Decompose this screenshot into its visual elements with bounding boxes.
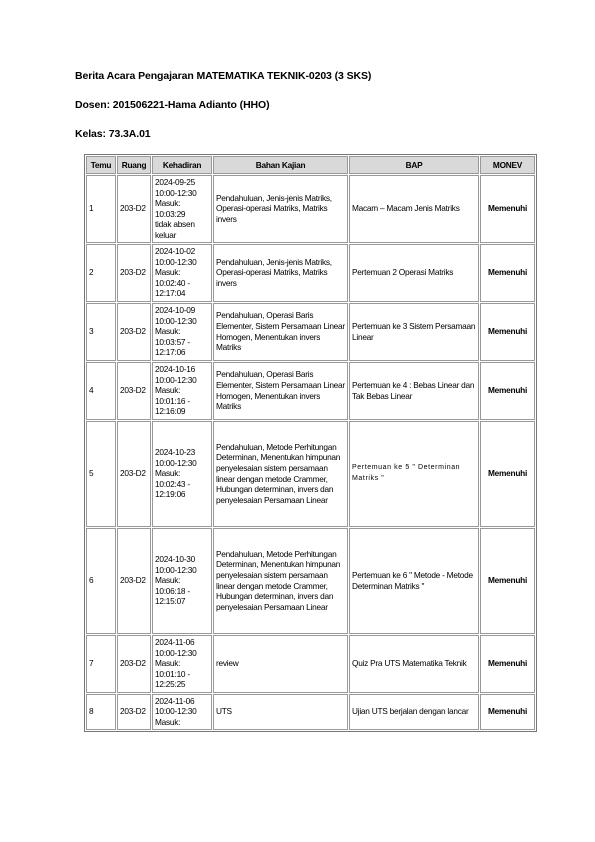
cell-ruang: 203-D2 (117, 635, 151, 693)
kehadiran-line: 2024-10-02 (155, 246, 195, 257)
cell-temu: 5 (86, 421, 116, 527)
kehadiran-line: 10:03:57 - (155, 336, 190, 347)
cell-bap: Quiz Pra UTS Matematika Teknik (349, 635, 479, 693)
kehadiran-line: 10:02:43 - (155, 478, 190, 489)
kehadiran-line: 10:00-12:30 (155, 187, 197, 198)
kehadiran-line: 10:03:29 (155, 208, 186, 219)
cell-bahan-kajian: review (213, 635, 348, 693)
cell-temu: 1 (86, 175, 116, 243)
kehadiran-line: Masuk: (155, 468, 181, 479)
kehadiran-line: 12:17:06 (155, 347, 186, 358)
table-row (86, 528, 535, 634)
cell-bahan-kajian: Pendahuluan, Operasi Baris Elementer, Sistem Persamaan Linear Homogen, Menentukan invers Matriks (213, 362, 348, 420)
col-header-bahan-kajian: Bahan Kajian (213, 156, 348, 174)
kehadiran-line: 10:01:10 - (155, 668, 190, 679)
kehadiran-line: Masuk: (155, 198, 181, 209)
cell-temu: 2 (86, 244, 116, 302)
table-row (86, 175, 535, 243)
kehadiran-line: Masuk: (155, 267, 181, 278)
kehadiran-line: 2024-11-06 (155, 637, 195, 648)
cell-kehadiran (152, 362, 212, 420)
cell-bahan-kajian: Pendahuluan, Jenis-jenis Matriks, Operasi-operasi Matriks, Matriks invers (213, 244, 348, 302)
cell-temu: 7 (86, 635, 116, 693)
cell-temu: 4 (86, 362, 116, 420)
kehadiran-line: Masuk: (155, 575, 181, 586)
kehadiran-line: 12:15:07 (155, 596, 186, 607)
kehadiran-line: 12:17:04 (155, 288, 186, 299)
table-row (86, 635, 535, 693)
table-row (86, 244, 535, 302)
table-row (86, 362, 535, 420)
cell-monev: Memenuhi (480, 421, 535, 527)
kehadiran-line: 10:00-12:30 (155, 457, 197, 468)
cell-bap: Ujian UTS berjalan dengan lancar (349, 694, 479, 730)
kehadiran-line: 10:01:16 - (155, 395, 190, 406)
cell-bahan-kajian: Pendahuluan, Metode Perhitungan Determinan, Menentukan himpunan penyelesaian sistem persamaan linear dengan metode Crammer, Hubungan determinan, invers dan penyelesaian Persamaan Linear (213, 421, 348, 527)
kehadiran-line: 12:19:06 (155, 489, 186, 500)
cell-bahan-kajian: Pendahuluan, Metode Perhitungan Determinan, Menentukan himpunan penyelesaian sistem persamaan linear dengan metode Crammer, Hubungan determinan, invers dan penyelesaian Persamaan Linear (213, 528, 348, 634)
cell-bap: Pertemuan ke 5 " Determinan Matriks " (349, 421, 479, 527)
cell-bap: Pertemuan ke 3 Sistem Persamaan Linear (349, 303, 479, 361)
document-title: Berita Acara Pengajaran MATEMATIKA TEKNIK-0203 (3 SKS) (75, 70, 372, 82)
cell-bap: Macam – Macam Jenis Matriks (349, 175, 479, 243)
col-header-bap: BAP (349, 156, 479, 174)
kehadiran-line: 10:00-12:30 (155, 706, 197, 717)
kehadiran-line: 12:16:09 (155, 406, 186, 417)
cell-temu: 6 (86, 528, 116, 634)
kehadiran-line: Masuk: (155, 716, 181, 727)
kehadiran-line: 2024-10-30 (155, 554, 195, 565)
cell-monev: Memenuhi (480, 694, 535, 730)
cell-bap: Pertemuan ke 4 : Bebas Linear dan Tak Bebas Linear (349, 362, 479, 420)
class-line: Kelas: 73.3A.01 (75, 128, 151, 140)
cell-monev: Memenuhi (480, 635, 535, 693)
kehadiran-line: Masuk: (155, 385, 181, 396)
cell-kehadiran (152, 694, 212, 730)
kehadiran-line: 10:00-12:30 (155, 256, 197, 267)
kehadiran-line: 2024-09-25 (155, 177, 195, 187)
cell-bap: Pertemuan 2 Operasi Matriks (349, 244, 479, 302)
kehadiran-line: 10:00-12:30 (155, 315, 197, 326)
cell-ruang: 203-D2 (117, 244, 151, 302)
kehadiran-line: 2024-10-09 (155, 305, 195, 316)
cell-ruang: 203-D2 (117, 362, 151, 420)
kehadiran-line: tidak absen (155, 219, 195, 230)
kehadiran-line: 2024-11-06 (155, 695, 195, 706)
cell-ruang: 203-D2 (117, 303, 151, 361)
cell-monev: Memenuhi (480, 528, 535, 634)
table-header-row (86, 156, 535, 174)
cell-monev: Memenuhi (480, 175, 535, 243)
cell-kehadiran (152, 244, 212, 302)
kehadiran-line: 12:25:25 (155, 679, 186, 690)
kehadiran-line: 2024-10-16 (155, 364, 195, 375)
kehadiran-line: 2024-10-23 (155, 447, 195, 458)
cell-ruang: 203-D2 (117, 528, 151, 634)
cell-kehadiran (152, 528, 212, 634)
cell-temu: 8 (86, 694, 116, 730)
cell-kehadiran (152, 303, 212, 361)
cell-ruang: 203-D2 (117, 421, 151, 527)
table-row (86, 421, 535, 527)
kehadiran-line: 10:00-12:30 (155, 647, 197, 658)
cell-kehadiran (152, 175, 212, 243)
table-row (86, 694, 535, 730)
cell-ruang: 203-D2 (117, 175, 151, 243)
cell-bap: Pertemuan ke 6 " Metode - Metode Determinan Matriks " (349, 528, 479, 634)
cell-bahan-kajian: Pendahuluan, Jenis-jenis Matriks, Operasi-operasi Matriks, Matriks invers (213, 175, 348, 243)
cell-kehadiran (152, 635, 212, 693)
kehadiran-line: 10:02:40 - (155, 277, 190, 288)
col-header-monev: MONEV (480, 156, 535, 174)
col-header-ruang: Ruang (117, 156, 151, 174)
cell-kehadiran (152, 421, 212, 527)
teaching-record-table (84, 154, 537, 732)
col-header-kehadiran: Kehadiran (152, 156, 212, 174)
cell-ruang: 203-D2 (117, 694, 151, 730)
kehadiran-line: Masuk: (155, 326, 181, 337)
cell-monev: Memenuhi (480, 303, 535, 361)
kehadiran-line: 10:06:18 - (155, 585, 190, 596)
col-header-temu: Temu (86, 156, 116, 174)
cell-monev: Memenuhi (480, 362, 535, 420)
kehadiran-line: keluar (155, 229, 177, 240)
cell-monev: Memenuhi (480, 244, 535, 302)
cell-bahan-kajian: Pendahuluan, Operasi Baris Elementer, Sistem Persamaan Linear Homogen, Menentukan invers Matriks (213, 303, 348, 361)
kehadiran-line: 10:00-12:30 (155, 374, 197, 385)
table-row (86, 303, 535, 361)
cell-temu: 3 (86, 303, 116, 361)
lecturer-line: Dosen: 201506221-Hama Adianto (HHO) (75, 99, 270, 111)
kehadiran-line: 10:00-12:30 (155, 564, 197, 575)
kehadiran-line: Masuk: (155, 658, 181, 669)
cell-bahan-kajian: UTS (213, 694, 348, 730)
